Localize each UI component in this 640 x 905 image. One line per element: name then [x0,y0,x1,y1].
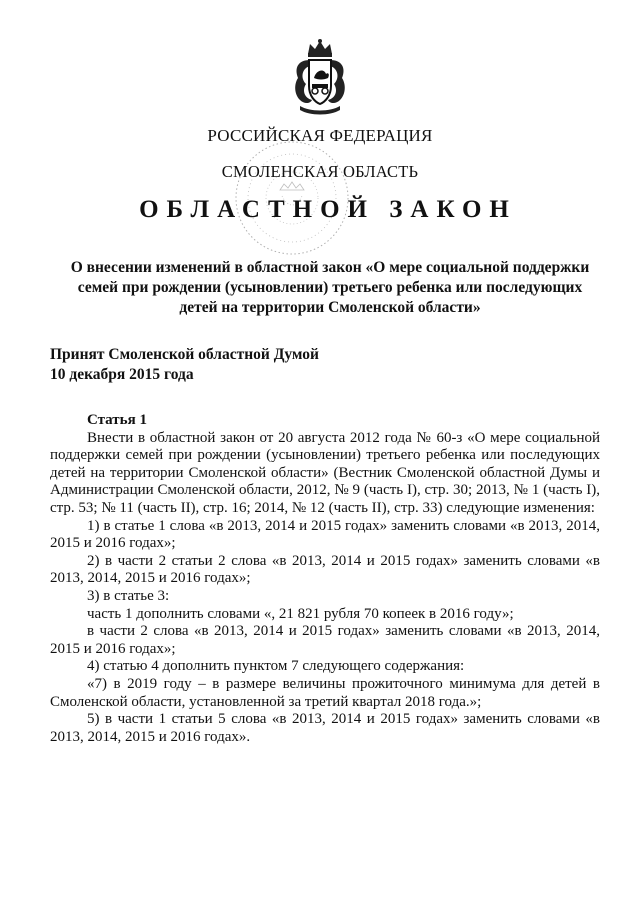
adoption-body: Принят Смоленской областной Думой [50,346,319,363]
article-paragraph: 4) статью 4 дополнить пунктом 7 следующего содержания: [87,658,465,675]
article-paragraph: Внести в областной закон от 20 августа 2012 года № 60-з «О мере социальной поддержки семей при рождении (усыновлении) третьего ребенка или последующих детей на территории Смоленской области» (Вестник Смоленской областной Думы и Администрации Смоленской области, 2012, № 9 (часть I), стр. 30; 2013, № 1 (часть I), стр. 53; № 11 (часть II), стр. 16; 2014, № 12 (часть II), стр. 33) следующие изменения: [50,429,600,516]
article-paragraph: «7) в 2019 году – в размере величины прожиточного минимума для детей в Смоленской области, установленной за третий квартал 2018 года.»; [50,675,600,710]
article-paragraph: 5) в части 1 статьи 5 слова «в 2013, 2014 и 2015 годах» заменить словами «в 2013, 2014, 2015 и 2016 годах». [50,711,600,745]
smolensk-coat-of-arms-icon [290,38,350,116]
federation-heading: РОССИЙСКАЯ ФЕДЕРАЦИЯ [207,126,433,145]
article-1 [50,412,600,746]
region-heading: СМОЛЕНСКАЯ ОБЛАСТЬ [221,162,419,181]
adoption-date: 10 декабря 2015 года [50,366,194,383]
article-paragraph: в части 2 слова «в 2013, 2014 и 2015 годах» заменить словами «в 2013, 2014, 2015 и 2016 годах»; [50,623,600,657]
article-paragraph: 3) в статье 3: [87,587,170,604]
page-title: ОБЛАСТНОЙ ЗАКОН [139,196,517,223]
article-paragraph: 2) в части 2 статьи 2 слова «в 2013, 2014 и 2015 годах» заменить словами «в 2013, 2014, 2015 и 2016 годах»; [50,552,600,587]
article-paragraph: часть 1 дополнить словами «, 21 821 рубля 70 копеек в 2016 году»; [87,605,514,622]
article-paragraph: 1) в статье 1 слова «в 2013, 2014 и 2015 годах» заменить словами «в 2013, 2014, 2015 и 2016 годах»; [50,517,600,552]
article-heading: Статья 1 [87,412,147,428]
law-subject: О внесении изменений в областной закон «О мере социальной поддержки семей при рождении (усыновлении) третьего ребенка или последующих детей на территории Смоленской области» [70,259,590,316]
adoption-info [50,345,319,385]
